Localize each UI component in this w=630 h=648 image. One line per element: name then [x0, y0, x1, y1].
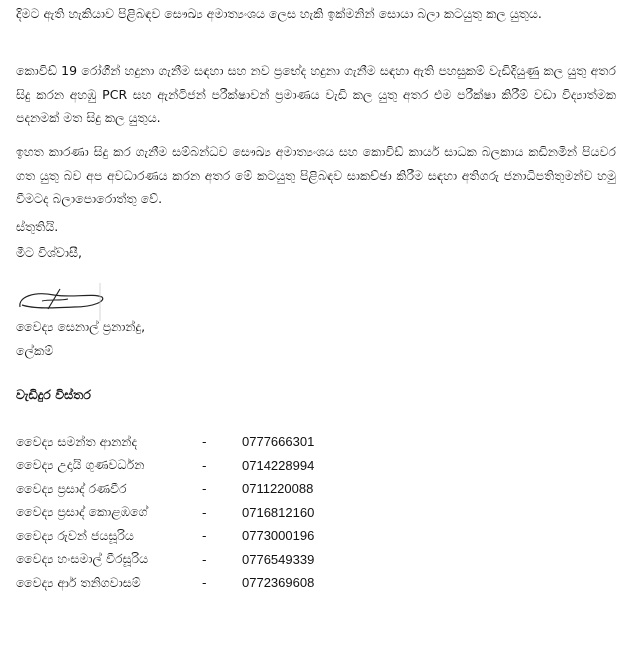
- contact-name: වෛද්‍ය රුවන් ජයසූරිය: [16, 527, 134, 543]
- separator-dash: -: [202, 457, 207, 473]
- contact-name: වෛද්‍ය ප්‍රසාද් රණවීර: [16, 480, 127, 496]
- closing-regards: මීට විශ්වාසී,: [16, 245, 82, 260]
- table-row: [16, 454, 314, 478]
- separator-dash: -: [202, 551, 207, 567]
- handwritten-signature: [14, 283, 106, 321]
- table-row: [16, 524, 314, 548]
- contact-name: වෛද්‍ය සමන්ත ආනන්ද: [16, 433, 138, 449]
- table-row: [16, 571, 314, 595]
- contacts-table: [16, 430, 314, 595]
- separator-dash: -: [202, 528, 207, 544]
- contact-phone: 0777666301: [242, 434, 315, 450]
- separator-dash: -: [202, 434, 207, 450]
- contact-phone: 0773000196: [242, 528, 315, 544]
- signature-drawing: [14, 283, 106, 321]
- contact-phone: 0776549339: [242, 551, 315, 567]
- paragraph-intro-continuation: දිමට ඇති හැකියාව පිළිබඳව සෞඛ්‍ය අමාත්‍යංශය ලෙස හැකි ඉක්මනින් සොයා බලා කටයුතු කල යුතුය.: [16, 6, 542, 21]
- contacts-heading: වැඩිදුර විස්තර: [16, 387, 91, 402]
- signatory-name: වෛද්‍ය සෙනාල් ප්‍රනාන්දු,: [16, 319, 146, 334]
- contact-name: වෛද්‍ය ප්‍රසාද් කොළඹගේ: [16, 504, 148, 520]
- closing-thanks: ස්තුතියි.: [16, 219, 59, 234]
- signatory-title: ලේකම්: [16, 343, 54, 358]
- paragraph-testing: කොවිඩ් 19 රෝගීන් හදුනා ගැනීම සඳහා සහ නව ප්‍රභේද හදුනා ගැනීම සඳහා ඇති පහසුකම් වැඩිදියුණු කල යුතු අතර සිදු කරන අහඹු PCR සහ ඇන්ටිජන් පරීක්ෂාවන් ප්‍රමාණය වැඩි කල යුතු අතර එම පරීක්ෂා කිරීම් වඩා විද්‍යාත්මක පදනමක් මත සිදු කල යුතුය.: [16, 63, 616, 125]
- contact-name: වෛද්‍ය ආර් තනිගවාසම්: [16, 574, 141, 590]
- contact-name: වෛද්‍ය හංසමාල් වීරසූරිය: [16, 551, 149, 567]
- separator-dash: -: [202, 481, 207, 497]
- table-row: [16, 430, 314, 454]
- contact-phone: 0772369608: [242, 575, 315, 591]
- contact-phone: 0716812160: [242, 504, 315, 520]
- table-row: [16, 477, 314, 501]
- separator-dash: -: [202, 575, 207, 591]
- separator-dash: -: [202, 504, 207, 520]
- paragraph-request: ඉහත කාරණා සිදු කර ගැනීම සම්බන්ධව සෞඛ්‍ය අමාත්‍යංශය සහ කොවිඩ් කාර්ය සාධක බලකාය කඩිනමින් පියවර ගත යුතු බව අප අවධාරණය කරන අතර මේ කටයුතු පිළිබඳව සාකච්ඡා කිරීම සඳහා අතිගරු ජනාධිපතිතුමන්ව හමු වීමටද බලාපොරොත්තු වේ.: [16, 144, 616, 206]
- contact-phone: 0711220088: [242, 481, 314, 497]
- contact-phone: 0714228994: [242, 457, 315, 473]
- contact-name: වෛද්‍ය උදායි ගුණවර්ධන: [16, 457, 145, 473]
- table-row: [16, 501, 314, 525]
- table-row: [16, 548, 314, 572]
